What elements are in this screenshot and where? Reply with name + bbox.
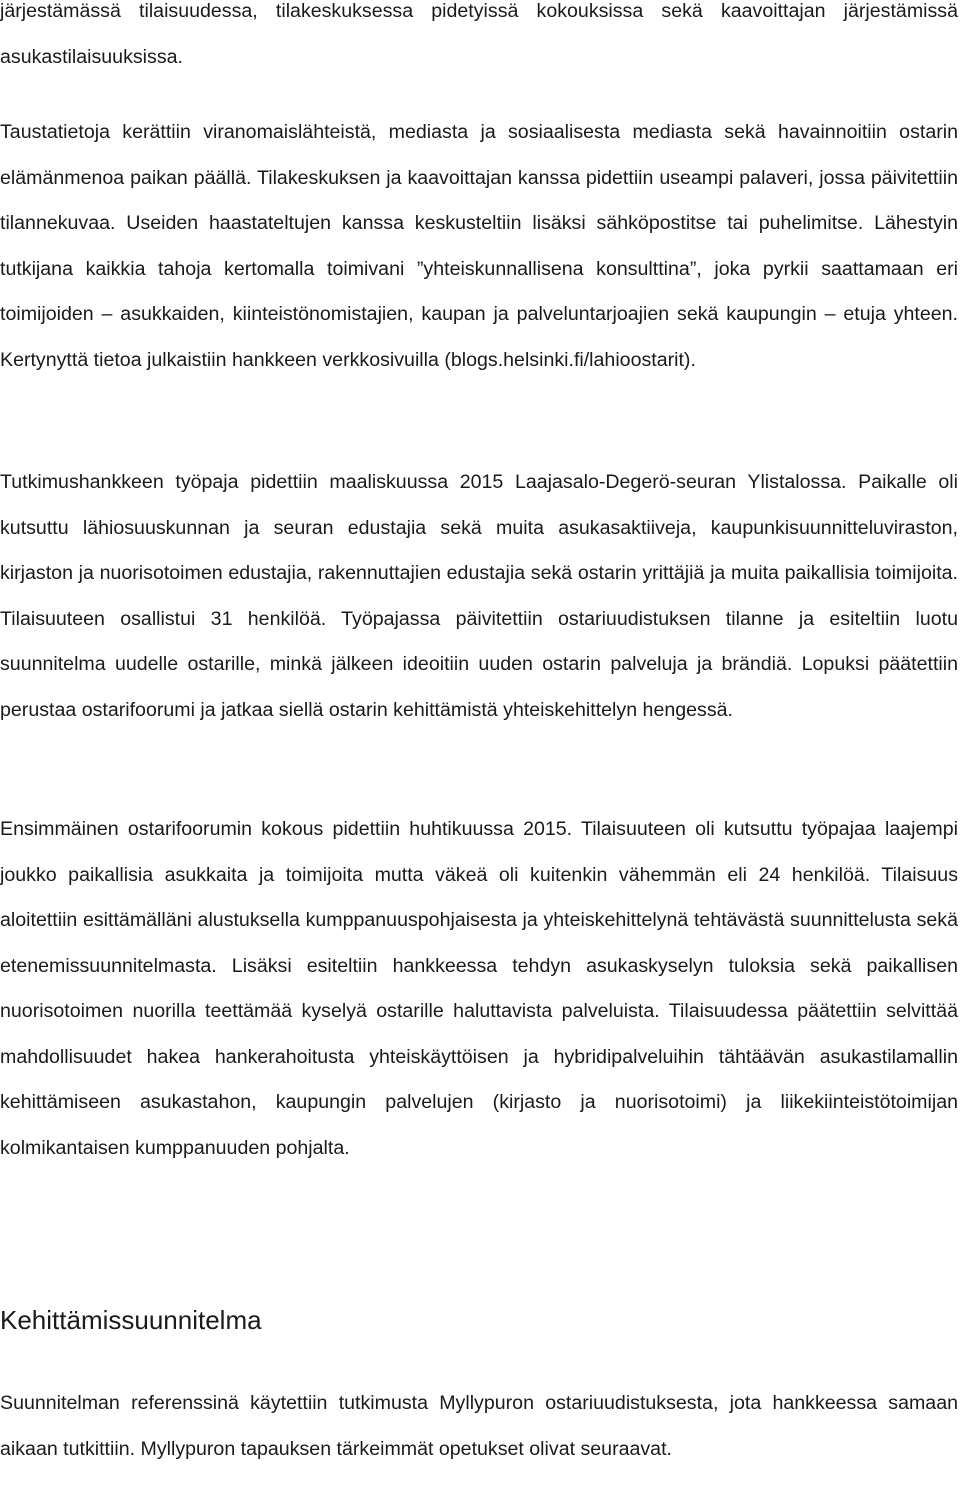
paragraph-workshop: Tutkimushankkeen työpaja pidettiin maaliskuussa 2015 Laajasalo-Degerö-seuran Ylistalossa. Paikalle oli kutsuttu lähiosuuskunnan ja seuran edustajia sekä muita asukasaktiiveja, kaupunkisuunnitteluviraston, kirjaston ja nuorisotoimen edustajia, rakennuttajien edustajia sekä ostarin yrittäjiä ja muita paikallisia toimijoita. Tilaisuuteen osallistui 31 henkilöä. Työpajassa päivitettiin ostariuudistuksen tilanne ja esiteltiin luotu suunnitelma uudelle ostarille, minkä jälkeen ideoitiin uuden ostarin palveluja ja brändiä. Lopuksi päätettiin perustaa ostarifoorumi ja jatkaa siellä ostarin kehittämistä yhteiskehittelyn hengessä. [0,471,958,721]
paragraph-forum-meeting: Ensimmäinen ostarifoorumin kokous pidettiin huhtikuussa 2015. Tilaisuuteen oli kutsuttu työpajaa laajempi joukko paikallisia asukkaita ja toimijoita mutta väkeä oli kuitenkin vähemmän eli 24 henkilöä. Tilaisuus aloitettiin esittämälläni alustuksella kumppanuuspohjaisesta ja yhteiskehittelynä tehtävästä suunnittelusta sekä etenemissuunnitelmasta. Lisäksi esiteltiin hankkeessa tehdyn asukaskyselyn tuloksia sekä paikallisen nuorisotoimen nuorilla teettämää kyselyä ostarille haluttavista palveluista. Tilaisuudessa päätettiin selvittää mahdollisuudet hakea hankerahoitusta yhteiskäyttöisen ja hybridipalveluihin tähtäävän asukastilamallin kehittämiseen asukastahon, kaupungin palvelujen (kirjasto ja nuorisotoimi) ja liikekiinteistötoimijan kolmikantaisen kumppanuuden pohjalta. [0,818,958,1159]
paragraph-background-data: Taustatietoja kerättiin viranomaislähteistä, mediasta ja sosiaalisesta mediasta sekä havainnoitiin ostarin elämänmenoa paikan päällä. Tilakeskuksen ja kaavoittajan kanssa pidettiin useampi palaveri, jossa päivitettiin tilannekuvaa. Useiden haastateltujen kanssa keskusteltiin lisäksi sähköpostitse tai puhelimitse. Lähestyin tutkijana kaikkia tahoja kertomalla toimivani ”yhteiskunnallisena konsulttina”, joka pyrkii saattamaan eri toimijoiden – asukkaiden, kiinteistönomistajien, kaupan ja palveluntarjoajien sekä kaupungin – etuja yhteen. Kertynyttä tietoa julkaistiin hankkeen verkkosivuilla (blogs.helsinki.fi/lahioostarit). [0,121,958,371]
section-heading: Kehittämissuunnitelma [0,1305,262,1335]
paragraph-plan-reference: Suunnitelman referenssinä käytettiin tutkimusta Myllypuron ostariuudistuksesta, jota hankkeessa samaan aikaan tutkittiin. Myllypuron tapauksen tärkeimmät opetukset olivat seuraavat. [0,1392,958,1460]
paragraph-intro-continuation: järjestämässä tilaisuudessa, tilakeskuksessa pidetyissä kokouksissa sekä kaavoittajan järjestämissä asukastilaisuuksissa. [0,0,958,68]
